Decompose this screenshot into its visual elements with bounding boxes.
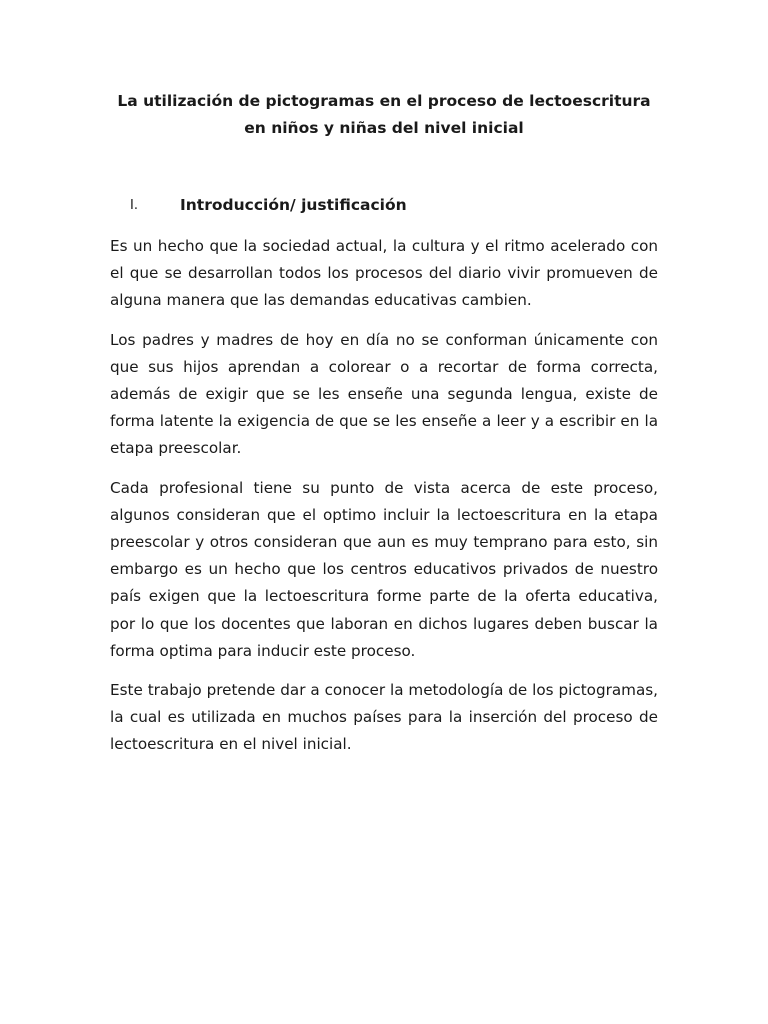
document-title-line-2: en niños y niñas del nivel inicial	[244, 119, 524, 137]
section-title: Introducción/ justificación	[180, 196, 407, 214]
document-title	[100, 88, 668, 142]
paragraph-2: Los padres y madres de hoy en día no se conforman únicamente con que sus hijos aprendan a colorear o a recortar de forma correcta, además de exigir que se les enseñe una segunda lengua, existe de forma latente la exigencia de que se les enseñe a leer y a escribir en la etapa preescolar.	[110, 330, 658, 458]
document-title-line-1: La utilización de pictogramas en el proceso de lectoescritura	[117, 92, 651, 110]
paragraph-1: Es un hecho que la sociedad actual, la cultura y el ritmo acelerado con el que se desarrollan todos los procesos del diario vivir promueven de alguna manera que las demandas educativas cambien.	[110, 237, 658, 310]
section-number: I.	[130, 198, 138, 213]
paragraph-4: Este trabajo pretende dar a conocer la metodología de los pictogramas, la cual es utilizada en muchos países para la inserción del proceso de lectoescritura en el nivel inicial.	[110, 681, 658, 754]
paragraph-3: Cada profesional tiene su punto de vista acerca de este proceso, algunos consideran que el optimo incluir la lectoescritura en la etapa preescolar y otros consideran que aun es muy temprano para esto, sin embargo es un hecho que los centros educativos privados de nuestro país exigen que la lectoescritura forme parte de la oferta educativa, por lo que los docentes que laboran en dichos lugares deben buscar la forma optima para inducir este proceso.	[110, 478, 658, 660]
section-heading	[130, 196, 630, 218]
document-body	[110, 233, 658, 771]
